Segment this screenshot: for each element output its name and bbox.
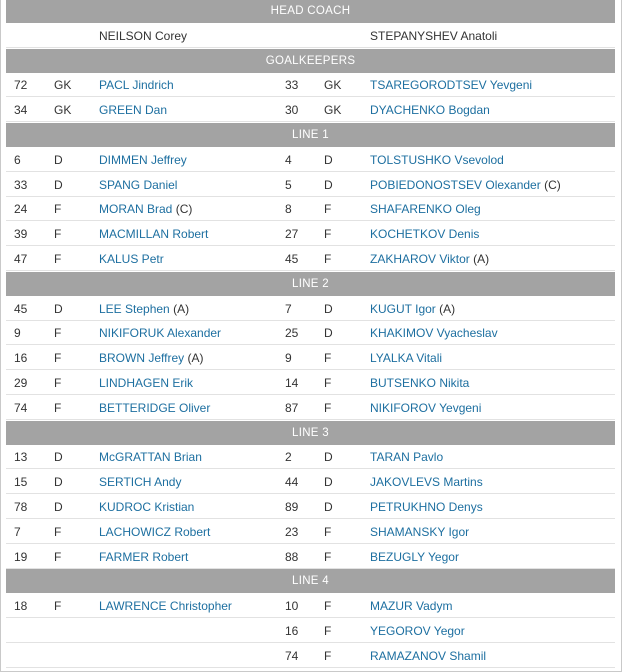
player-number: 88 [285, 549, 299, 564]
player-name-link[interactable]: BEZUGLY Yegor [370, 549, 459, 564]
player-entry [99, 222, 208, 246]
player-row [6, 346, 615, 370]
player-number: 5 [285, 177, 292, 192]
player-row [6, 148, 615, 172]
player-number: 33 [285, 78, 299, 93]
player-position: F [54, 524, 62, 539]
player-number: 15 [14, 475, 28, 490]
player-entry [370, 495, 483, 519]
player-number: 9 [285, 351, 292, 366]
player-entry [99, 445, 202, 469]
player-entry [370, 222, 479, 246]
player-position: D [324, 301, 333, 316]
player-position: F [324, 227, 332, 242]
player-position: F [324, 624, 332, 638]
player-position: F [324, 400, 332, 415]
player-name-link[interactable]: ZAKHAROV Viktor [370, 252, 470, 266]
player-name-link[interactable]: LEE Stephen [99, 301, 170, 316]
captain-badge: (C) [175, 202, 193, 217]
player-name-link[interactable]: LAWRENCE Christopher [99, 599, 232, 614]
player-number: 13 [14, 450, 28, 465]
player-name-link[interactable]: BROWN Jeffrey [99, 351, 185, 366]
player-entry [99, 98, 167, 122]
player-entry [99, 346, 203, 370]
player-name-link[interactable]: MACMILLAN Robert [99, 227, 209, 242]
player-position: F [54, 400, 62, 415]
player-entry [370, 197, 481, 221]
player-position: F [324, 376, 332, 390]
player-number: 25 [285, 326, 299, 341]
player-number: 4 [285, 152, 292, 167]
player-position: GK [324, 103, 342, 118]
player-number: 14 [285, 376, 299, 390]
player-row [6, 222, 615, 246]
player-entry [99, 495, 194, 519]
player-position: F [54, 326, 62, 341]
player-position: F [324, 252, 332, 266]
player-row [6, 619, 615, 643]
player-row [6, 594, 615, 618]
player-number: 44 [285, 475, 299, 490]
player-number: 7 [14, 524, 21, 539]
player-name-link[interactable]: KUDROC Kristian [99, 500, 195, 514]
captain-badge: (A) [439, 301, 456, 316]
player-entry [99, 148, 187, 172]
section-header: LINE 2 [6, 272, 615, 296]
player-position: D [54, 152, 63, 167]
player-position: D [324, 500, 333, 514]
player-entry [99, 520, 210, 544]
player-position: D [324, 326, 333, 341]
player-position: D [324, 177, 333, 192]
player-number: 23 [285, 524, 299, 539]
player-name-link[interactable]: NIKIFORUK Alexander [99, 326, 222, 341]
player-number: 8 [285, 202, 292, 217]
player-position: GK [324, 78, 342, 93]
player-number: 74 [285, 648, 299, 663]
head-coach-right: STEPANYSHEV Anatoli [370, 28, 498, 43]
player-entry [99, 297, 189, 321]
captain-badge: (A) [187, 351, 204, 366]
player-number: 7 [285, 301, 292, 316]
player-number: 24 [14, 202, 28, 217]
player-number: 27 [285, 227, 299, 242]
player-name-link[interactable]: SHAFARENKO Oleg [370, 202, 481, 217]
player-entry [99, 470, 181, 494]
player-position: F [324, 599, 332, 614]
player-entry [370, 346, 442, 370]
section-header: GOALKEEPERS [6, 49, 615, 73]
player-position: F [54, 599, 62, 614]
player-name-link[interactable]: SHAMANSKY Igor [370, 524, 470, 539]
player-row [6, 73, 615, 97]
player-name-link[interactable]: MORAN Brad [99, 202, 173, 217]
head-coach-row [6, 24, 615, 48]
player-name-link[interactable]: PACL Jindrich [99, 78, 174, 93]
player-number: 29 [14, 376, 28, 390]
player-number: 78 [14, 500, 28, 514]
player-number: 47 [14, 252, 28, 266]
player-entry [370, 619, 465, 643]
captain-badge: (A) [173, 301, 190, 316]
player-name-link[interactable]: KHAKIMOV Vyacheslav [370, 326, 498, 341]
player-name-link[interactable]: DIMMEN Jeffrey [99, 152, 187, 167]
player-row [6, 197, 615, 221]
player-position: D [54, 301, 63, 316]
player-position: GK [54, 78, 72, 93]
section-header: LINE 1 [6, 123, 615, 147]
player-entry [99, 197, 192, 221]
player-entry [370, 321, 498, 345]
player-entry [370, 396, 481, 420]
player-position: F [324, 648, 332, 663]
player-position: F [54, 227, 62, 242]
player-entry [370, 470, 483, 494]
player-entry [370, 644, 486, 668]
player-number: 34 [14, 103, 28, 118]
player-entry [370, 445, 443, 469]
section-header: LINE 4 [6, 569, 615, 593]
player-row [6, 396, 615, 420]
player-row [6, 247, 615, 271]
player-entry [99, 594, 232, 618]
player-entry [370, 371, 469, 395]
player-number: 87 [285, 400, 299, 415]
player-entry [370, 98, 490, 122]
player-number: 6 [14, 152, 21, 167]
player-position: F [54, 202, 62, 217]
player-name-link[interactable]: POBIEDONOSTSEV Olexander [370, 177, 541, 192]
player-name-link[interactable]: MAZUR Vadym [370, 599, 453, 614]
player-name-link[interactable]: McGRATTAN Brian [99, 450, 202, 465]
player-name-link[interactable]: BETTERIDGE Oliver [99, 400, 211, 415]
player-name-link[interactable]: LACHOWICZ Robert [99, 524, 211, 539]
player-number: 9 [14, 326, 21, 341]
player-position: D [324, 475, 333, 490]
section-header-head-coach: HEAD COACH [6, 0, 615, 23]
player-entry [99, 321, 221, 345]
player-number: 72 [14, 78, 28, 93]
player-name-link[interactable]: JAKOVLEVS Martins [370, 475, 483, 490]
player-row [6, 445, 615, 469]
player-entry [370, 594, 452, 618]
section-header: LINE 3 [6, 421, 615, 445]
player-row [6, 297, 615, 321]
player-position: D [54, 177, 63, 192]
player-entry [99, 371, 193, 395]
captain-badge: (C) [544, 177, 561, 192]
player-name-link[interactable]: SPANG Daniel [99, 177, 178, 192]
player-row [6, 321, 615, 345]
player-number: 30 [285, 103, 299, 118]
player-name-link[interactable]: KALUS Petr [99, 252, 164, 266]
player-position: F [54, 252, 62, 266]
player-row [6, 545, 615, 569]
player-entry [370, 545, 459, 569]
player-name-link[interactable]: BUTSENKO Nikita [370, 376, 470, 390]
player-number: 33 [14, 177, 28, 192]
player-number: 45 [285, 252, 299, 266]
player-name-link[interactable]: SERTICH Andy [99, 475, 182, 490]
player-position: F [324, 202, 332, 217]
player-row [6, 173, 615, 197]
head-coach-left: NEILSON Corey [99, 28, 188, 43]
player-position: D [54, 475, 63, 490]
player-entry [99, 545, 188, 569]
player-number: 16 [285, 624, 299, 638]
player-name-link[interactable]: NIKIFOROV Yevgeni [370, 400, 482, 415]
player-entry [99, 396, 210, 420]
player-row [6, 520, 615, 544]
player-row [6, 98, 615, 122]
player-entry [370, 247, 489, 271]
player-entry [370, 297, 455, 321]
player-name-link[interactable]: GREEN Dan [99, 103, 168, 118]
player-entry [370, 148, 504, 172]
player-position: D [324, 450, 333, 465]
player-number: 2 [285, 450, 292, 465]
player-name-link[interactable]: RAMAZANOV Shamil [370, 648, 487, 663]
player-name-link[interactable]: DYACHENKO Bogdan [370, 103, 490, 118]
player-number: 39 [14, 227, 28, 242]
player-number: 89 [285, 500, 299, 514]
player-row [6, 470, 615, 494]
player-row [6, 495, 615, 519]
player-number: 16 [14, 351, 28, 366]
player-position: D [54, 450, 63, 465]
player-name-link[interactable]: TARAN Pavlo [370, 450, 444, 465]
player-number: 18 [14, 599, 28, 614]
player-position: GK [54, 103, 72, 118]
player-name-link[interactable]: FARMER Robert [99, 549, 189, 564]
player-position: F [54, 549, 62, 564]
player-number: 45 [14, 301, 28, 316]
player-entry [99, 247, 164, 271]
player-number: 74 [14, 400, 28, 415]
player-name-link[interactable]: TOLSTUSHKO Vsevolod [370, 152, 504, 167]
player-entry [99, 173, 177, 197]
player-name-link[interactable]: LINDHAGEN Erik [99, 376, 194, 390]
player-name-link[interactable]: KUGUT Igor [370, 301, 436, 316]
player-name-link[interactable]: LYALKA Vitali [370, 351, 443, 366]
player-position: F [324, 524, 332, 539]
player-entry [99, 73, 174, 97]
captain-badge: (A) [473, 252, 490, 266]
player-position: F [324, 351, 332, 366]
player-name-link[interactable]: TSAREGORODTSEV Yevgeni [370, 78, 533, 93]
player-number: 19 [14, 549, 28, 564]
player-position: F [54, 376, 62, 390]
player-entry [370, 73, 532, 97]
player-entry [370, 520, 469, 544]
player-name-link[interactable]: YEGOROV Yegor [370, 624, 465, 638]
player-name-link[interactable]: PETRUKHNO Denys [370, 500, 483, 514]
player-row [6, 371, 615, 395]
player-position: D [54, 500, 63, 514]
player-number: 10 [285, 599, 299, 614]
player-name-link[interactable]: KOCHETKOV Denis [370, 227, 480, 242]
player-position: D [324, 152, 333, 167]
player-position: F [54, 351, 62, 366]
player-row [6, 644, 615, 668]
player-position: F [324, 549, 332, 564]
player-entry [370, 173, 561, 197]
